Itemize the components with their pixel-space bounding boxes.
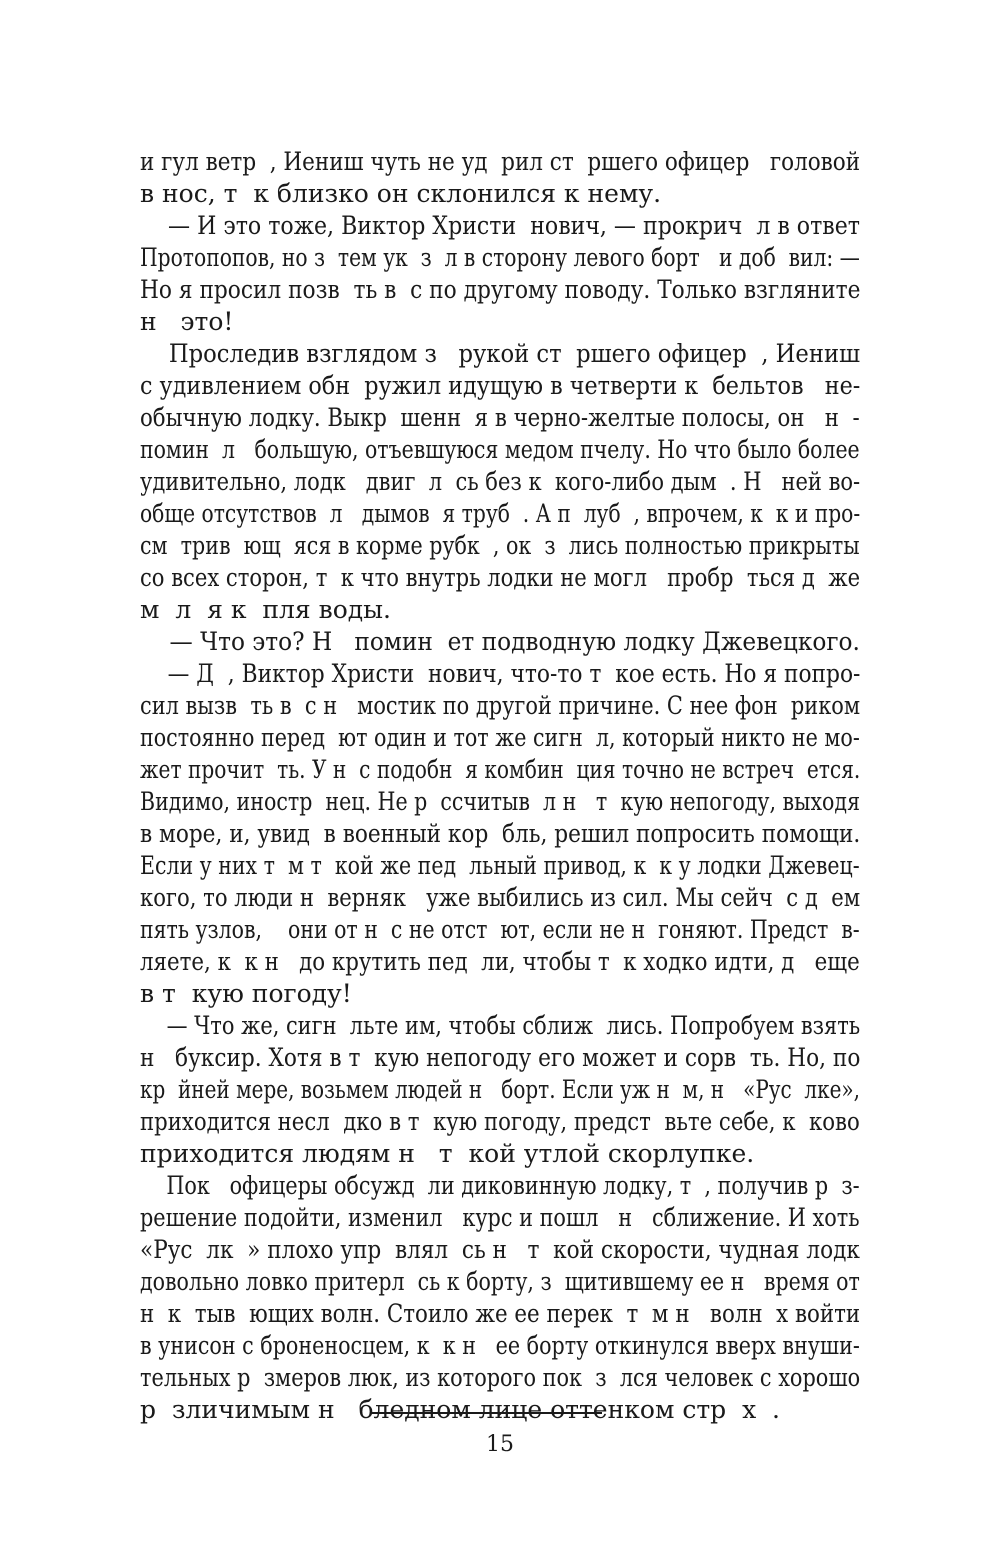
text-line: р зличимым н бледном лице оттенком стр х . — [140, 1395, 781, 1424]
text-line: приходится несл дко в т кую погоду, предст вьте себе, к ково — [140, 1107, 860, 1136]
text-line: м л я к пля воды. — [140, 595, 391, 624]
text-line: ляете, к к н до крутить пед ли, чтобы т к ходко идти, д еще — [140, 947, 860, 976]
text-line: решение подойти, изменил курс и пошл н сближение. И хоть — [140, 1203, 860, 1232]
text-line: н буксир. Хотя в т кую непогоду его может и сорв ть. Но, по — [140, 1043, 861, 1072]
text-line: Но я просил позв ть в с по другому поводу. Только взгляните — [140, 275, 861, 304]
text-line: кр йней мере, возьмем людей н борт. Если уж н м, н «Рус лке», — [140, 1075, 861, 1104]
text-line: постоянно перед ют один и тот же сигн л, который никто не мо- — [140, 723, 860, 752]
text-line: Видимо, иностр нец. Не р ссчитыв л н т кую непогоду, выходя — [140, 787, 861, 816]
text-line: «Рус лк » плохо упр влял сь н т кой скорости, чудная лодк — [140, 1235, 860, 1264]
text-line: Если у них т м т кой же пед льный привод, к к у лодки Джевец- — [140, 851, 860, 880]
text-line: довольно ловко притерл сь к борту, з щитившему ее н время от — [140, 1267, 860, 1296]
text-line: — Что это? Н помин ет подводную лодку Джевецкого. — [140, 627, 860, 656]
text-line: в нос, т к близко он склонился к нему. — [140, 179, 662, 208]
text-line: см трив ющ яся в корме рубк , ок з лись полностью прикрыты — [140, 531, 860, 560]
text-line: н это! — [140, 307, 234, 336]
text-line: и гул ветр , Иениш чуть не уд рил ст ршего офицер головой — [140, 147, 861, 176]
text-line: в море, и, увид в военный кор бль, решил попросить помощи. — [140, 819, 861, 848]
text-line: Проследив взглядом з рукой ст ршего офицер , Иениш — [140, 339, 861, 368]
text-line: в унисон с броненосцем, к к н ее борту откинулся вверх внуши- — [140, 1331, 860, 1360]
text-line: Протопопов, но з тем ук з л в сторону левого борт и доб вил: — — [140, 243, 860, 272]
text-line: жет прочит ть. У н с подобн я комбин ция точно не встреч ется. — [140, 755, 861, 784]
text-line: помин л большую, отъевшуюся медом пчелу. Но что было более — [140, 435, 860, 464]
text-line: с удивлением обн ружил идущую в четверти к бельтов не- — [140, 371, 861, 400]
text-line: удивительно, лодк двиг л сь без к кого-либо дым . Н ней во- — [140, 467, 861, 496]
body-text — [140, 146, 860, 1426]
text-line: тельных р змеров люк, из которого пок з лся человек с хорошо — [140, 1363, 861, 1392]
text-line: обще отсутствов л дымов я труб . А п луб , впрочем, к к и про- — [140, 499, 861, 528]
text-line: сил вызв ть в с н мостик по другой причине. С нее фон риком — [140, 691, 861, 720]
text-line: обычную лодку. Выкр шенн я в черно-желтые полосы, он н - — [140, 403, 860, 432]
text-line: н к тыв ющих волн. Стоило же ее перек т м н волн х войти — [140, 1299, 861, 1328]
text-line: приходится людям н т кой утлой скорлупке. — [140, 1139, 755, 1168]
page-number: 15 — [486, 1432, 514, 1457]
text-line: со всех сторон, т к что внутрь лодки не могл пробр ться д же — [140, 563, 861, 592]
text-line: кого, то люди н верняк уже выбились из сил. Мы сейч с д ем — [140, 883, 861, 912]
text-line: пять узлов, они от н с не отст ют, если не н гоняют. Предст в- — [140, 915, 860, 944]
text-line: — Д , Виктор Христи нович, что-то т кое есть. Но я попро- — [140, 659, 861, 688]
text-line: в т кую погоду! — [140, 979, 352, 1008]
text-line: — И это тоже, Виктор Христи нович, — прокрич л в ответ — [140, 211, 860, 240]
text-line: Пок офицеры обсужд ли диковинную лодку, т , получив р з- — [140, 1171, 860, 1200]
text-line: — Что же, сигн льте им, чтобы сближ лись. Попробуем взять — [140, 1011, 861, 1040]
footer-rule — [370, 1412, 602, 1414]
